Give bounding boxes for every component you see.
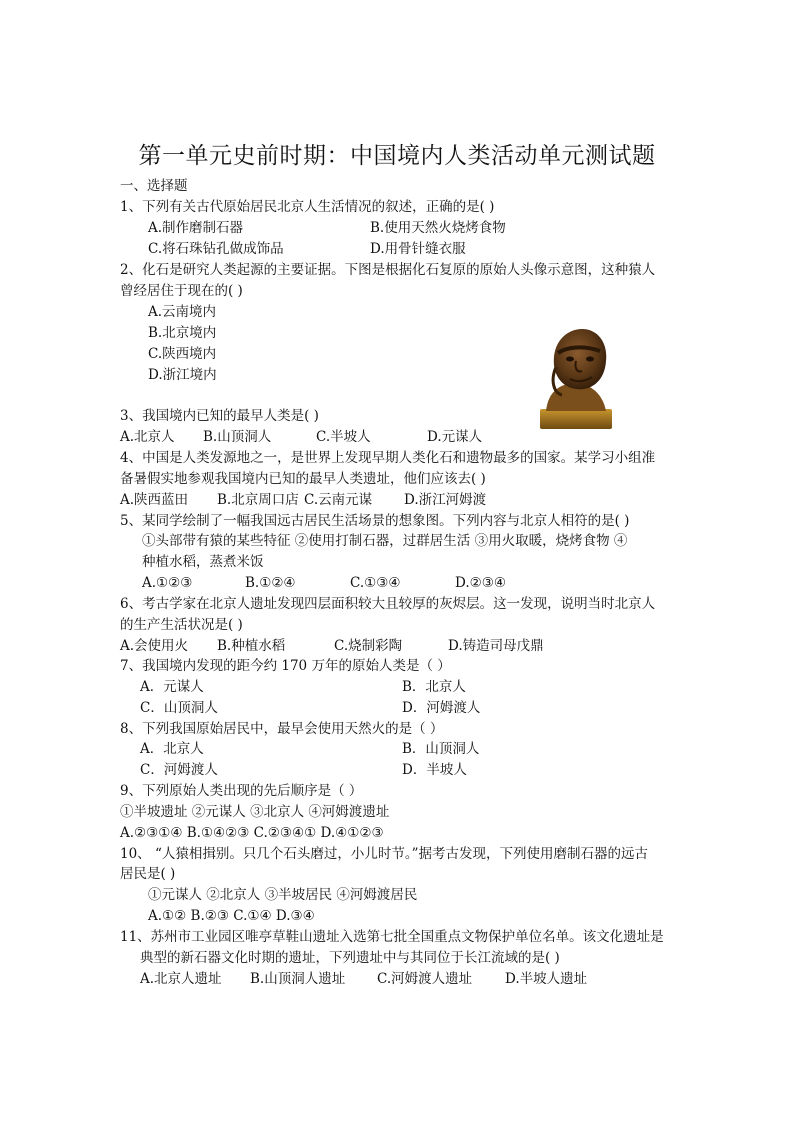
q6-option-b: B.种植水稻 [217, 638, 286, 654]
q6-stem-line2: 的生产生活状况是( ) [120, 617, 243, 633]
q10-items: ①元谋人 ②北京人 ③半坡居民 ④河姆渡居民 [148, 887, 418, 903]
q8-option-d: D．半坡人 [402, 762, 467, 778]
fossil-head-bust-image [532, 321, 620, 431]
q5-option-a: A.①②③ [142, 575, 193, 591]
q5-option-b: B.①②④ [245, 575, 296, 591]
q7-option-c: C．山顶洞人 [140, 700, 218, 716]
q4-stem-line1: 4、中国是人类发源地之一，是世界上发现早期人类化石和遗物最多的国家。某学习小组准 [120, 450, 656, 466]
q11-option-b: B.山顶洞人遗址 [250, 971, 346, 987]
q4-option-a: A.陕西蓝田 [120, 492, 189, 508]
section-heading: 一、选择题 [120, 178, 188, 194]
q2-stem-line1: 2、化石是研究人类起源的主要证据。下图是根据化石复原的原始人头像示意图，这种猿人 [120, 262, 656, 278]
q5-stem: 5、某同学绘制了一幅我国远古居民生活场景的想象图。下列内容与北京人相符的是( ) [120, 513, 630, 529]
q2-stem-line2: 曾经居住于现在的( ) [120, 283, 243, 299]
q11-option-d: D.半坡人遗址 [505, 971, 588, 987]
q6-option-c: C.烧制彩陶 [334, 638, 403, 654]
q5-option-d: D.②③④ [455, 575, 506, 591]
q4-stem-line2: 备暑假实地参观我国境内已知的最早人类遗址，他们应该去( ) [120, 471, 486, 487]
q7-option-a: A．元谋人 [140, 679, 204, 695]
q2-option-a: A.云南境内 [148, 304, 217, 320]
page-title: 第一单元史前时期：中国境内人类活动单元测试题 [138, 143, 656, 169]
q3-option-d: D.元谋人 [427, 429, 483, 445]
q11-stem-line2: 典型的新石器文化时期的遗址，下列遗址中与其同位于长江流域的是( ) [140, 950, 560, 966]
q11-option-a: A.北京人遗址 [140, 971, 222, 987]
q11-option-c: C.河姆渡人遗址 [377, 971, 473, 987]
q8-option-b: B．山顶洞人 [402, 741, 480, 757]
q10-stem-line2: 居民是( ) [120, 866, 176, 882]
q2-option-c: C.陕西境内 [148, 346, 217, 362]
q7-stem: 7、我国境内发现的距今约 170 万年的原始人类是（ ） [120, 658, 451, 674]
q11-stem-line1: 11、苏州市工业园区唯亭草鞋山遗址入选第七批全国重点文物保护单位名单。该文化遗址是 [120, 929, 664, 945]
q5-items-line2: 种植水稻，蒸煮米饭 [142, 554, 264, 570]
q1-option-b: B.使用天然火烧烤食物 [370, 220, 506, 236]
q2-option-d: D.浙江境内 [148, 367, 217, 383]
q9-options: A.②③①④ B.①④②③ C.②③④① D.④①②③ [120, 825, 384, 841]
q9-items: ①半坡遗址 ②元谋人 ③北京人 ④河姆渡遗址 [120, 804, 390, 820]
q5-items-line1: ①头部带有猿的某些特征 ②使用打制石器，过群居生活 ③用火取暖，烧烤食物 ④ [142, 533, 628, 549]
q7-option-b: B．北京人 [402, 679, 466, 695]
q6-option-d: D.铸造司母戊鼎 [448, 638, 544, 654]
q1-stem: 1、下列有关古代原始居民北京人生活情况的叙述，正确的是( ) [120, 199, 495, 215]
q4-option-c: C.云南元谋 [304, 492, 373, 508]
q3-stem: 3、我国境内已知的最早人类是( ) [120, 408, 319, 424]
q3-option-a: A.北京人 [120, 429, 175, 445]
q8-option-c: C．河姆渡人 [140, 762, 218, 778]
q7-option-d: D．河姆渡人 [402, 700, 481, 716]
q1-option-a: A.制作磨制石器 [148, 220, 244, 236]
q10-stem-line1: 10、 “人猿相揖别。只几个石头磨过，小儿时节。”据考古发现，下列使用磨制石器的远古 [120, 846, 649, 862]
q8-option-a: A．北京人 [140, 741, 204, 757]
q3-option-c: C.半坡人 [316, 429, 371, 445]
q2-option-b: B.北京境内 [148, 325, 217, 341]
q6-stem-line1: 6、考古学家在北京人遗址发现四层面积较大且较厚的灰烬层。这一发现，说明当时北京人 [120, 596, 656, 612]
q1-option-c: C.将石珠钻孔做成饰品 [148, 241, 284, 257]
q9-stem: 9、下列原始人类出现的先后顺序是（ ） [120, 783, 363, 799]
q4-option-d: D.浙江河姆渡 [404, 492, 487, 508]
q5-option-c: C.①③④ [350, 575, 401, 591]
q6-option-a: A.会使用火 [120, 638, 189, 654]
q4-option-b: B.北京周口店 [217, 492, 299, 508]
q1-option-d: D.用骨针缝衣服 [370, 241, 466, 257]
q3-option-b: B.山顶洞人 [203, 429, 272, 445]
q8-stem: 8、下列我国原始居民中，最早会使用天然火的是（ ） [120, 721, 444, 737]
q10-options: A.①② B.②③ C.①④ D.③④ [148, 908, 315, 924]
